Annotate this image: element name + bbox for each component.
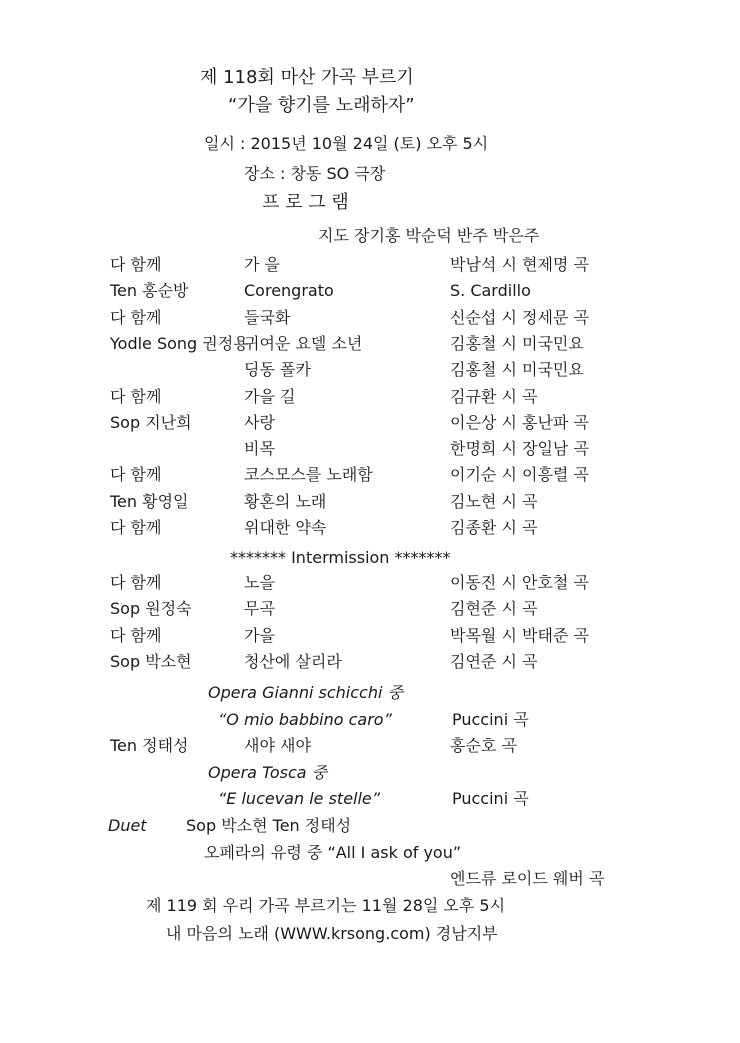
program-row: [0, 412, 740, 434]
song-title: 들국화: [244, 307, 291, 327]
song-title: 가을 길: [244, 386, 296, 406]
song-title: 위대한 약속: [244, 518, 327, 537]
performer: Sop 원정숙: [110, 599, 192, 619]
song-title: 귀여운 요델 소년: [244, 333, 363, 353]
program-row: [0, 464, 740, 486]
program-row: [0, 386, 740, 408]
performer: 다 함께: [110, 625, 162, 645]
performer: 다 함께: [110, 255, 162, 274]
program-row: [0, 359, 740, 381]
program-row: [0, 307, 740, 329]
program-row: [0, 254, 740, 276]
performer: Ten 정태성: [110, 736, 189, 755]
concert-title: 제 118회 마산 가곡 부르기: [200, 67, 414, 88]
song-title: 비목: [244, 439, 275, 459]
song-credit: 김홍철 시 미국민요: [450, 360, 584, 380]
song-credit: 이동진 시 안호철 곡: [450, 573, 589, 592]
program-row: [0, 572, 740, 594]
song-title: 황혼의 노래: [244, 491, 327, 511]
program-row: [0, 517, 740, 539]
performer: Yodle Song 권정용: [110, 333, 249, 353]
performer: 다 함께: [110, 386, 162, 406]
song-credit: 김노현 시 곡: [450, 491, 538, 511]
song-credit: 박남석 시 현제명 곡: [450, 255, 589, 274]
song-credit: 김연준 시 곡: [450, 651, 538, 671]
performer: 다 함께: [110, 518, 162, 537]
performer: 다 함께: [110, 573, 162, 592]
opera1-aria: “O mio babbino caro”: [218, 710, 392, 729]
program-row: [0, 651, 740, 673]
performer: Sop 지난희: [110, 412, 192, 432]
concert-theme: “가을 향기를 노래하자”: [228, 95, 415, 116]
song-credit: 한명희 시 장일남 곡: [450, 439, 589, 459]
song-title: 청산에 살리라: [244, 651, 342, 671]
song-credit: 김현준 시 곡: [450, 599, 538, 619]
opera1-title: Opera Gianni schicchi 중: [208, 683, 403, 702]
opera2-composer: Puccini 곡: [452, 789, 529, 808]
song-credit: 김규환 시 곡: [450, 386, 538, 406]
performer: Ten 홍순방: [110, 281, 189, 301]
song-credit: 박목월 시 박태준 곡: [450, 625, 589, 645]
opera2-title: Opera Tosca 중: [208, 763, 328, 782]
intermission-line: ******* Intermission *******: [230, 548, 451, 567]
song-title: Corengrato: [244, 281, 334, 301]
song-title: 딩동 폴카: [244, 360, 311, 380]
program-row: [0, 491, 740, 513]
next-concert-notice: 제 119 회 우리 가곡 부르기는 11월 28일 오후 5시: [146, 896, 506, 915]
website-line: 내 마음의 노래 (WWW.krsong.com) 경남지부: [166, 924, 498, 943]
concert-venue: 장소 : 창동 SO 극장: [244, 164, 386, 183]
performer: 다 함께: [110, 307, 162, 327]
song-credit: 신순섭 시 정세문 곡: [450, 307, 589, 327]
program-row: [0, 333, 740, 355]
opera2-aria: “E lucevan le stelle”: [218, 789, 381, 808]
song-title: 가 을: [244, 255, 280, 274]
duet-song: 오페라의 유령 중 “All I ask of you”: [204, 843, 462, 862]
credits-line: 지도 장기홍 박순덕 반주 박은주: [318, 226, 540, 245]
song-credit: 이기순 시 이흥렬 곡: [450, 465, 589, 485]
song-title: 노을: [244, 573, 275, 592]
concert-date: 일시 : 2015년 10월 24일 (토) 오후 5시: [204, 134, 489, 153]
song-title: 가을: [244, 625, 275, 645]
duet-label: Duet: [108, 816, 147, 835]
program-row: [0, 625, 740, 647]
song-credit: 이은상 시 홍난파 곡: [450, 412, 589, 432]
song-credit: 홍순호 곡: [450, 736, 517, 755]
opera1-composer: Puccini 곡: [452, 710, 529, 729]
song-credit: 김홍철 시 미국민요: [450, 333, 584, 353]
program-row: [0, 280, 740, 302]
song-title: 코스모스를 노래함: [244, 465, 373, 485]
program-row: [0, 438, 740, 460]
song-title: 무곡: [244, 599, 275, 619]
performer: 다 함께: [110, 465, 162, 485]
duet-composer: 엔드류 로이드 웨버 곡: [450, 869, 605, 888]
song-title: 사랑: [244, 412, 275, 432]
song-credit: S. Cardillo: [450, 281, 531, 301]
duet-performers: Sop 박소현 Ten 정태성: [186, 816, 352, 835]
song-title: 새야 새야: [244, 736, 311, 755]
program-row: [0, 598, 740, 620]
performer: Sop 박소현: [110, 651, 192, 671]
performer: Ten 황영일: [110, 491, 189, 511]
program-heading: 프 로 그 램: [262, 192, 349, 213]
song-credit: 김종환 시 곡: [450, 518, 538, 537]
